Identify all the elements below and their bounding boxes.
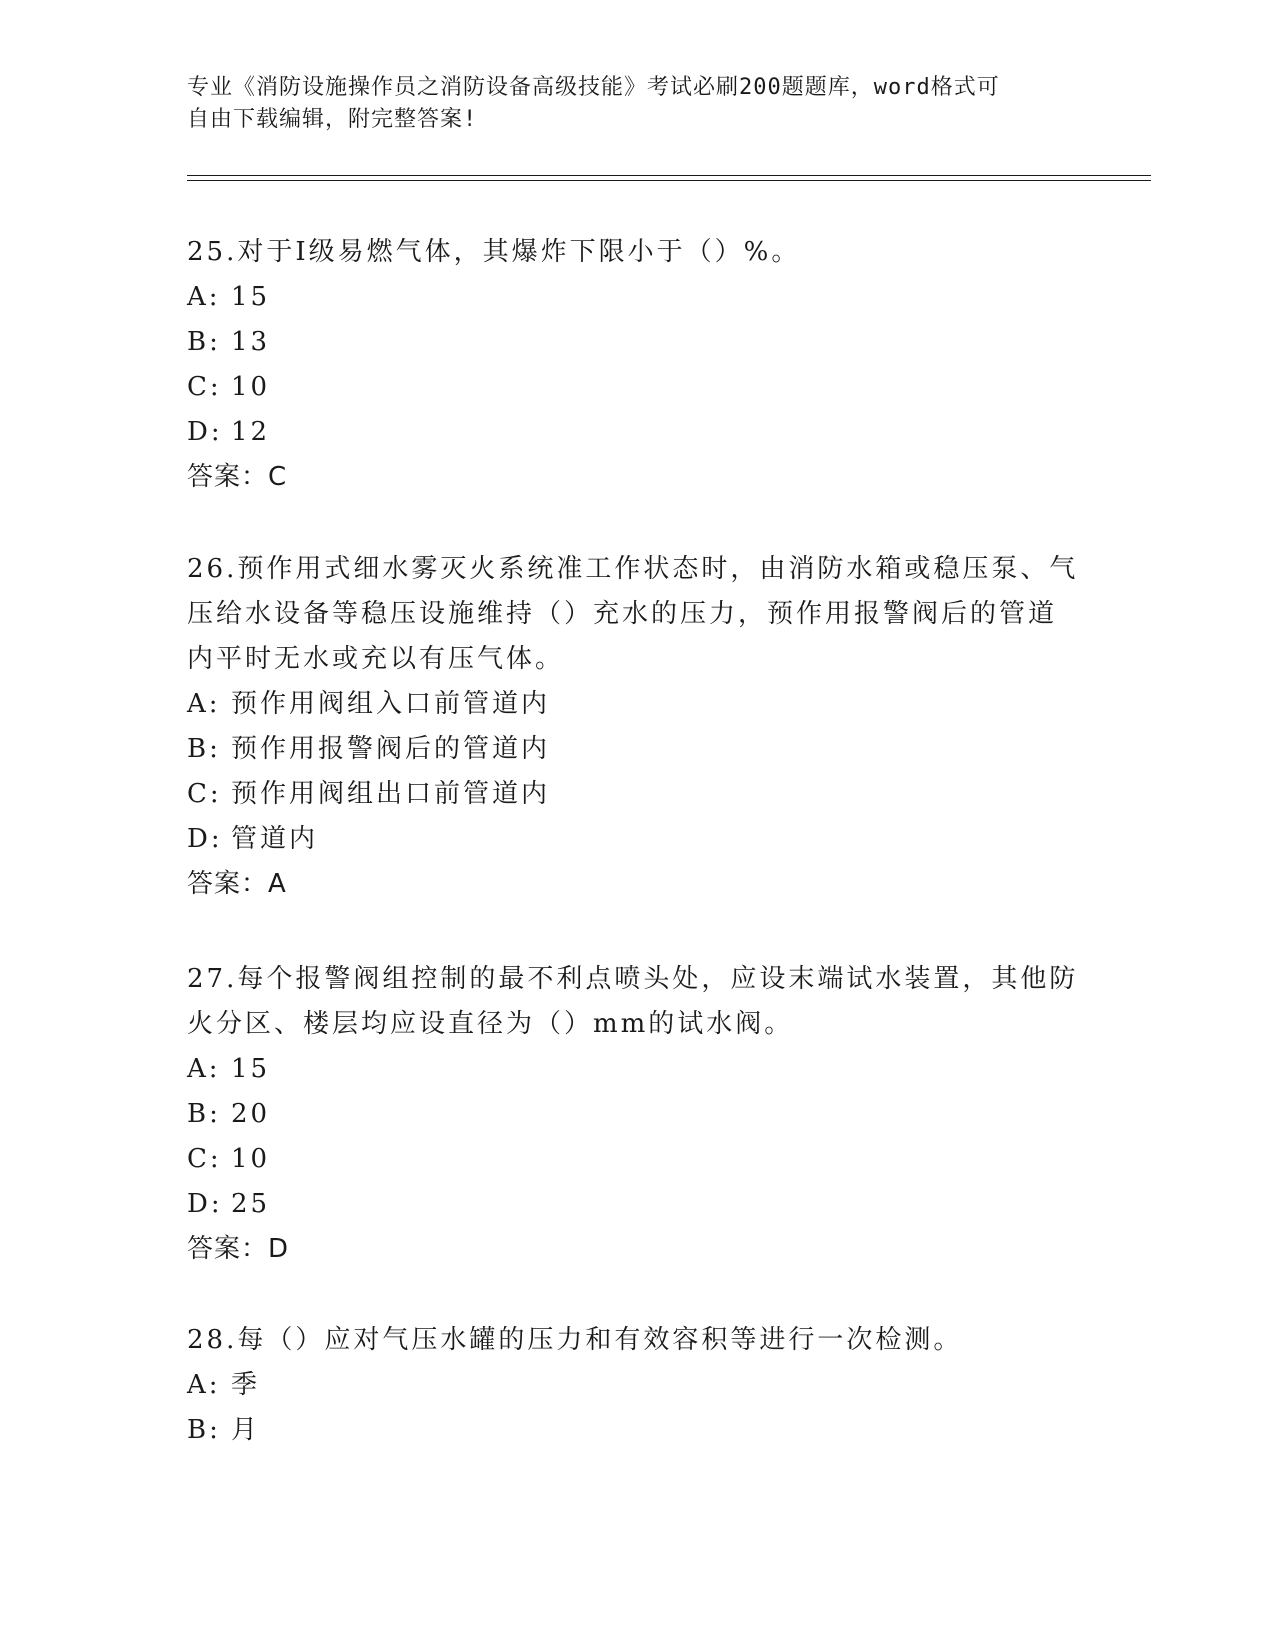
question-25 [187, 230, 1087, 500]
question-stem-line-1: 26.预作用式细水雾灭火系统准工作状态时，由消防水箱或稳压泵、气 [187, 554, 1079, 584]
option-letter: B: [187, 1415, 221, 1445]
option-letter: D: [187, 1189, 223, 1219]
option-a [187, 1047, 1087, 1092]
option-letter: C: [187, 1144, 222, 1174]
option-text: 12 [231, 417, 271, 447]
header-line-1: 专业《消防设施操作员之消防设备高级技能》考试必刷200题题库，word格式可 [187, 75, 1000, 100]
option-c [187, 1137, 1087, 1182]
option-letter: B: [187, 327, 221, 357]
header-divider-bottom [187, 180, 1151, 181]
question-stem: 25.对于Ⅰ级易燃气体，其爆炸下限小于（）%。 [187, 237, 801, 267]
header-divider-top [187, 175, 1151, 176]
document-header [187, 72, 1087, 136]
option-letter: A: [187, 1054, 221, 1084]
option-b [187, 1092, 1087, 1137]
option-b [187, 1408, 1087, 1453]
option-text: 预作用阀组出口前管道内 [231, 779, 551, 809]
answer-line: 答案：D [187, 1234, 290, 1264]
option-text: 20 [231, 1099, 271, 1129]
question-stem-line-2: 压给水设备等稳压设施维持（）充水的压力，预作用报警阀后的管道 [187, 599, 1058, 629]
option-letter: A: [187, 282, 221, 312]
option-text: 10 [231, 1144, 271, 1174]
option-text: 13 [231, 327, 271, 357]
option-a [187, 1363, 1087, 1408]
option-text: 25 [231, 1189, 271, 1219]
option-c [187, 772, 1087, 817]
question-stem: 28.每（）应对气压水罐的压力和有效容积等进行一次检测。 [187, 1325, 963, 1355]
option-d [187, 817, 1087, 862]
question-stem-line-2: 火分区、楼层均应设直径为（）mm的试水阀。 [187, 1009, 794, 1039]
option-letter: D: [187, 417, 223, 447]
option-letter: A: [187, 689, 221, 719]
option-b [187, 727, 1087, 772]
option-text: 季 [231, 1370, 261, 1400]
option-letter: C: [187, 372, 222, 402]
option-d [187, 1182, 1087, 1227]
option-letter: D: [187, 824, 223, 854]
option-text: 10 [231, 372, 271, 402]
question-27 [187, 957, 1087, 1272]
header-line-2: 自由下载编辑，附完整答案! [187, 107, 478, 132]
option-text: 月 [231, 1415, 261, 1445]
option-a [187, 275, 1087, 320]
option-text: 15 [231, 282, 271, 312]
option-text: 15 [231, 1054, 271, 1084]
option-text: 预作用报警阀后的管道内 [231, 734, 551, 764]
option-b [187, 320, 1087, 365]
question-stem-line-3: 内平时无水或充以有压气体。 [187, 644, 565, 674]
option-letter: B: [187, 734, 221, 764]
answer-line: 答案：C [187, 462, 288, 492]
answer-line: 答案：A [187, 869, 287, 899]
option-text: 管道内 [231, 824, 319, 854]
option-letter: A: [187, 1370, 221, 1400]
option-letter: C: [187, 779, 222, 809]
question-28 [187, 1318, 1087, 1453]
option-d [187, 410, 1087, 455]
option-letter: B: [187, 1099, 221, 1129]
question-26 [187, 547, 1087, 907]
question-stem-line-1: 27.每个报警阀组控制的最不利点喷头处，应设末端试水装置，其他防 [187, 964, 1079, 994]
option-a [187, 682, 1087, 727]
option-text: 预作用阀组入口前管道内 [231, 689, 551, 719]
option-c [187, 365, 1087, 410]
